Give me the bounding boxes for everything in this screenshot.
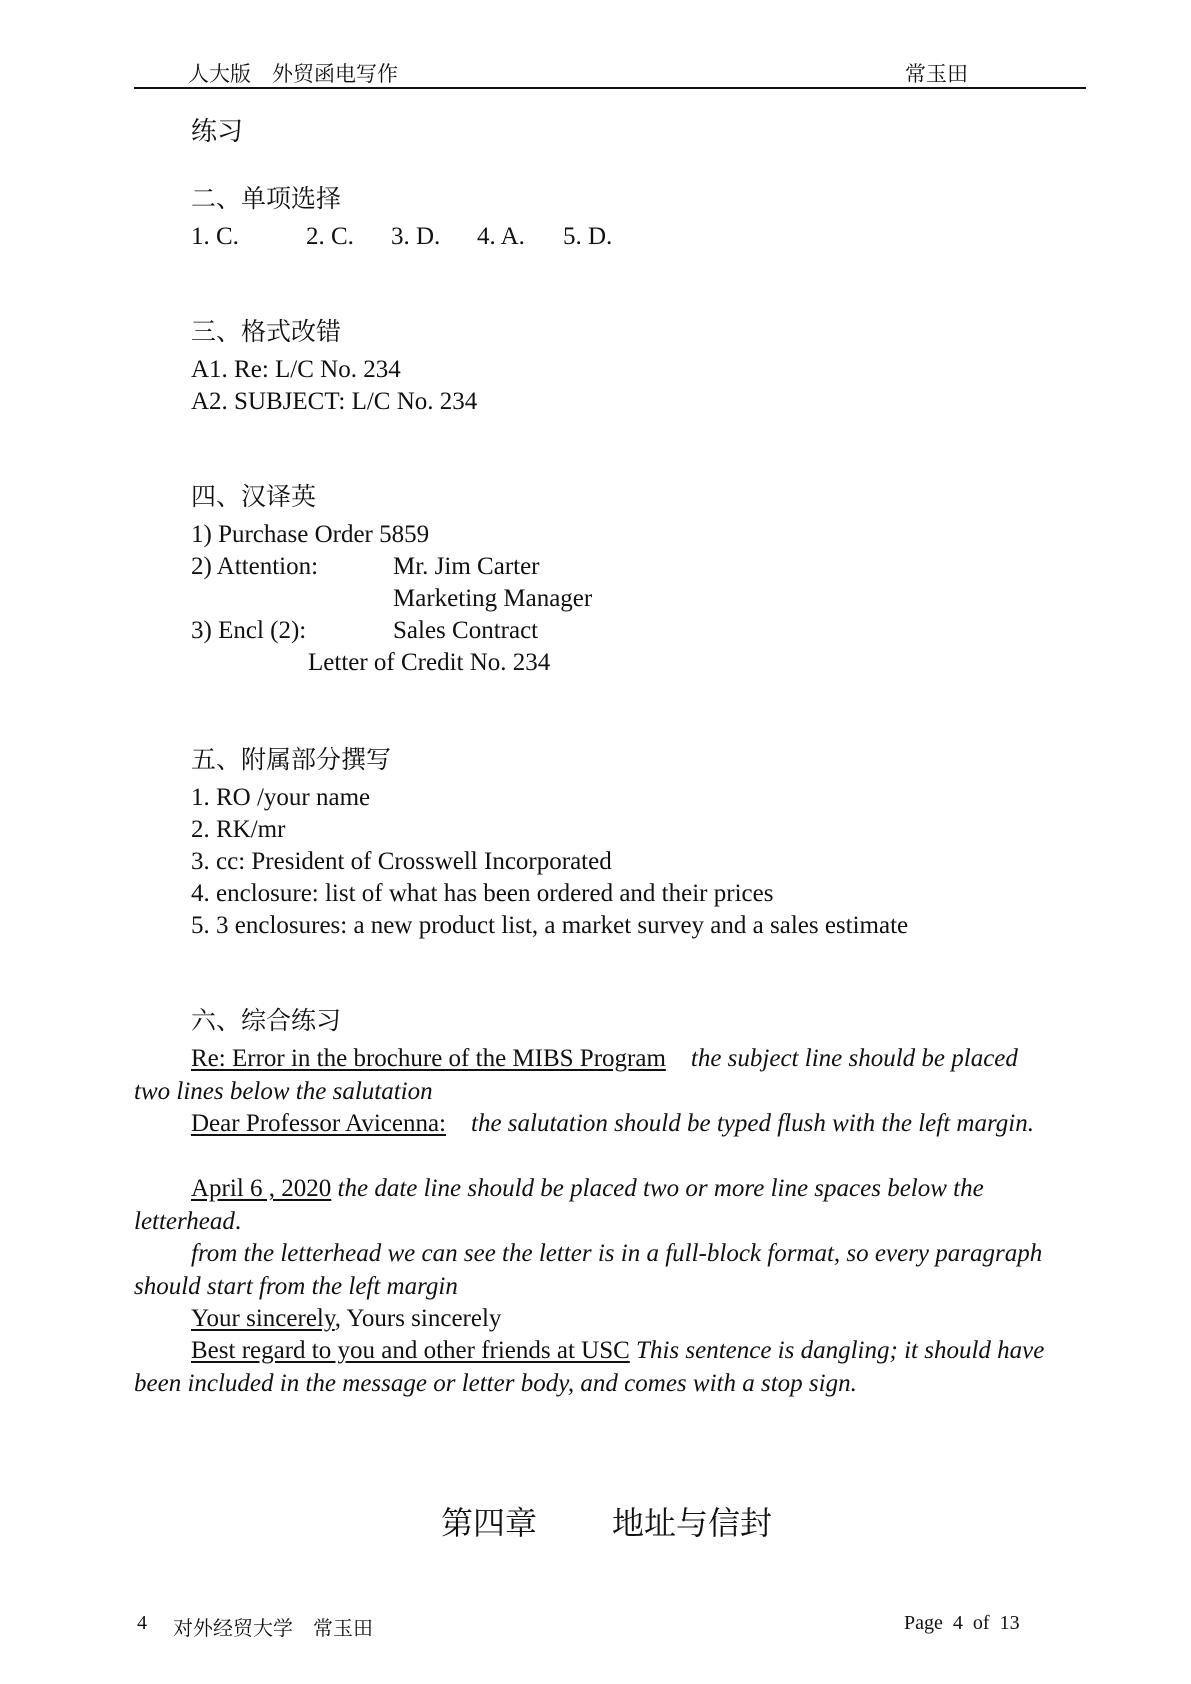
footer-number: 4	[137, 1612, 147, 1634]
s4-line-3-label: 3) Encl (2):	[191, 617, 307, 644]
s6-paragraph-6	[134, 1335, 1054, 1400]
footer-text: 对外经贸大学 常玉田	[173, 1618, 373, 1640]
s5-line-2: 2. RK/mr	[191, 816, 286, 843]
s3-line-1: A1. Re: L/C No. 234	[191, 356, 401, 383]
section-3-heading: 三、格式改错	[191, 319, 342, 346]
s4-line-1: 1) Purchase Order 5859	[191, 521, 430, 548]
answer-3: 3. D.	[391, 223, 441, 250]
answer-1: 1. C.	[191, 223, 239, 250]
answer-2: 2. C.	[306, 223, 354, 250]
section-5-heading: 五、附属部分撰写	[191, 747, 392, 774]
s6-paragraph-4	[134, 1238, 1054, 1303]
answer-4: 4. A.	[477, 223, 525, 250]
s6-p2-error: Dear Professor Avicenna:	[191, 1110, 447, 1137]
s6-p6-comment: This sentence is dangling; it should have been included in the message or letter body, and comes with a stop sign.	[134, 1337, 1045, 1397]
s4-line-3-item-1: Sales Contract	[393, 617, 539, 644]
chapter-title: 地址与信封	[612, 1505, 773, 1541]
s6-p1-comment: the subject line should be placed two lines below the salutation	[134, 1045, 1018, 1105]
s4-line-2-title: Marketing Manager	[393, 585, 593, 612]
s5-line-3: 3. cc: President of Crosswell Incorporated	[191, 848, 612, 875]
answer-5: 5. D.	[563, 223, 613, 250]
s4-line-3-item-2: Letter of Credit No. 234	[308, 649, 551, 676]
s4-line-2-label: 2) Attention:	[191, 553, 319, 580]
s6-paragraph-2	[134, 1108, 1054, 1141]
s6-p3-comment: the date line should be placed two or more line spaces below the letterhead	[134, 1175, 984, 1235]
s6-paragraph-3	[134, 1173, 1054, 1238]
s6-paragraph-1	[134, 1043, 1054, 1108]
chapter-number: 第四章	[441, 1505, 538, 1541]
s6-p3-error: April 6 , 2020	[191, 1175, 332, 1202]
s6-paragraph-5	[134, 1303, 1054, 1336]
s3-line-2: A2. SUBJECT: L/C No. 234	[191, 388, 478, 415]
header-rule	[134, 87, 1086, 89]
footer-page-total: 13	[999, 1612, 1020, 1634]
section-2-heading: 二、单项选择	[191, 186, 342, 213]
s5-line-5: 5. 3 enclosures: a new product list, a market survey and a sales estimate	[191, 912, 909, 939]
s4-line-2-name: Mr. Jim Carter	[393, 553, 540, 580]
s6-p5-error: Your sincerely	[191, 1305, 335, 1332]
header-left: 人大版 外贸函电写作	[188, 62, 398, 86]
s6-p4-comment: from the letterhead we can see the letter is in a full-block format, so every paragraph should start from the left margin	[134, 1240, 1043, 1300]
s5-line-1: 1. RO /your name	[191, 784, 371, 811]
section-4-heading: 四、汉译英	[191, 484, 317, 511]
s6-p2-comment: the salutation should be typed flush with the left margin.	[471, 1110, 1034, 1137]
s6-p6-error: Best regard to you and other friends at USC	[191, 1337, 630, 1364]
s5-line-4: 4. enclosure: list of what has been ordered and their prices	[191, 880, 774, 907]
footer-page-number: 4	[952, 1612, 963, 1634]
footer-page-label: Page	[904, 1612, 943, 1634]
s6-p5-correction: , Yours sincerely	[334, 1305, 502, 1332]
footer-page	[904, 1612, 1020, 1635]
page-title: 练习	[191, 117, 244, 146]
s6-p3-end: .	[234, 1207, 242, 1235]
s6-p1-error: Re: Error in the brochure of the MIBS Program	[191, 1045, 666, 1072]
section-6-heading: 六、综合练习	[191, 1008, 342, 1035]
header-right: 常玉田	[905, 62, 968, 86]
footer-of: of	[972, 1612, 990, 1634]
